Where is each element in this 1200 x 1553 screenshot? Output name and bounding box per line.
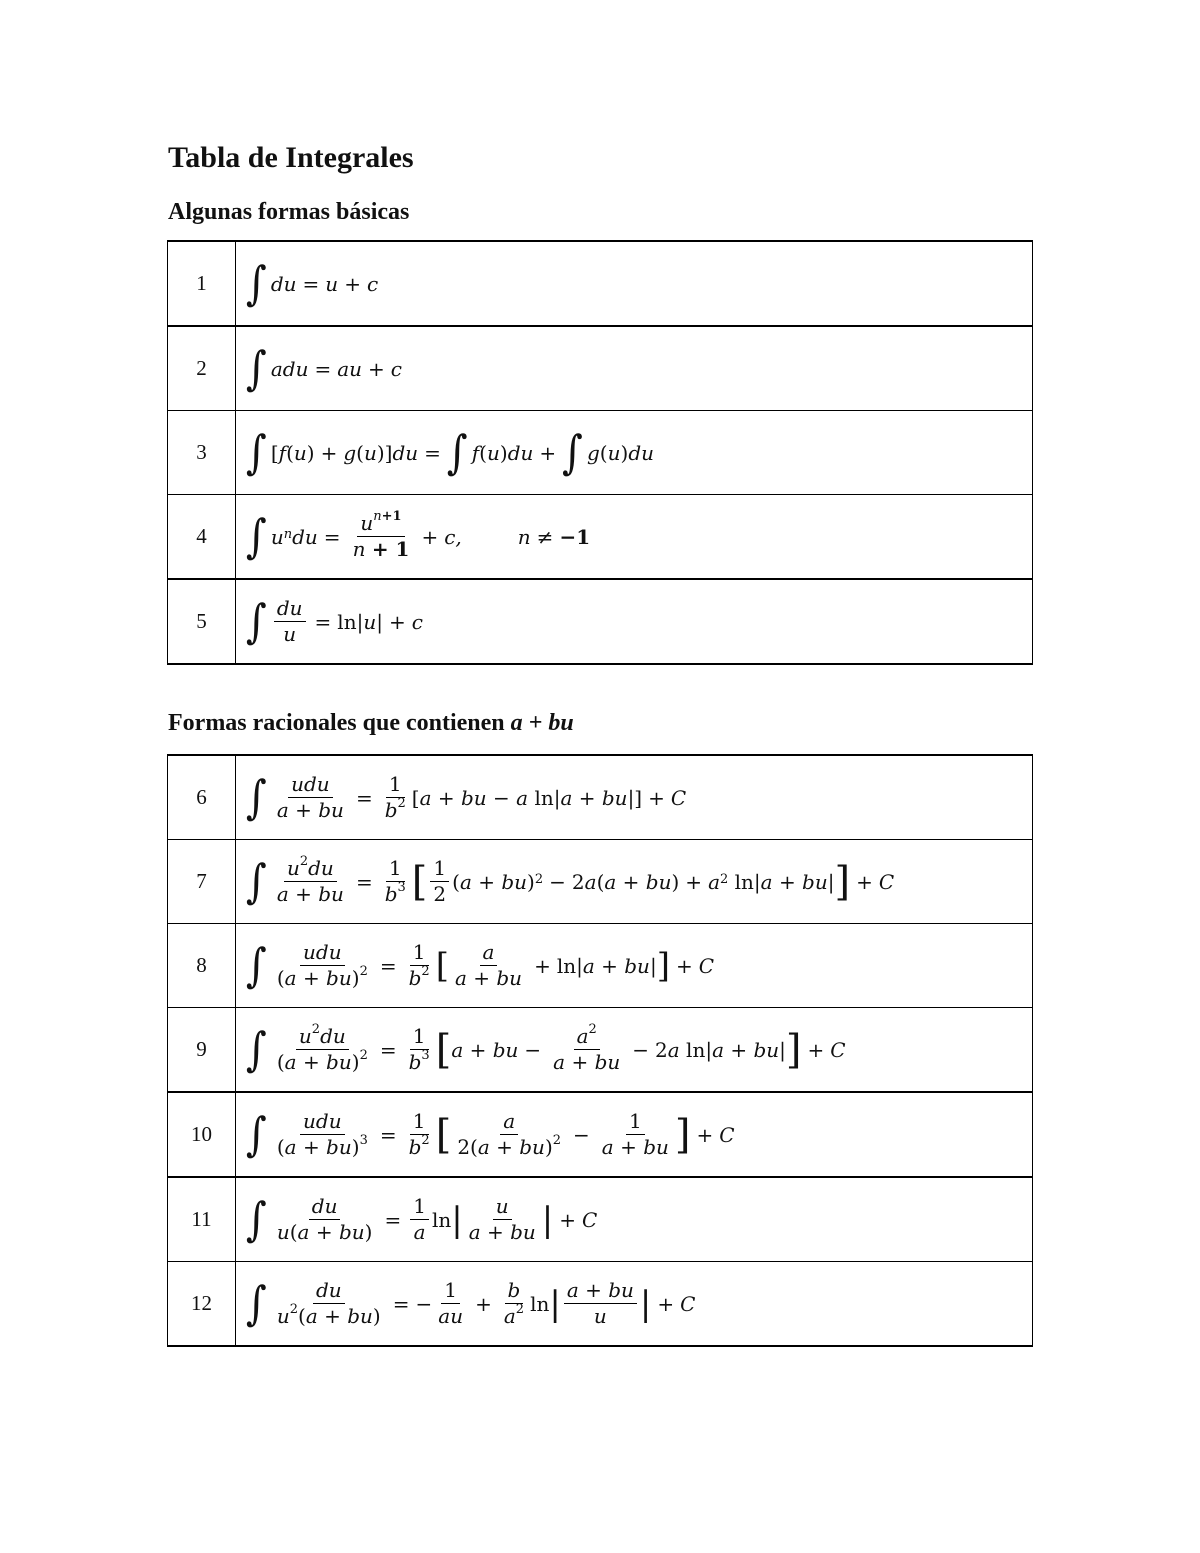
table-row [168,411,1033,495]
table-row [168,840,1033,924]
formula-2: ∫ adu = au + c [236,326,1033,411]
table-row [168,1262,1033,1347]
row-number: 5 [168,579,236,664]
table-row [168,495,1033,580]
formula-1: ∫ du = u + c [236,241,1033,326]
section-heading-text: Formas racionales que contienen [168,710,505,736]
table-row [168,924,1033,1008]
page-title: Tabla de Integrales [168,141,414,174]
table-row [168,326,1033,411]
formula-5: ∫ $\frac{du}{u}$ = ln| u | + c [236,579,1033,664]
table-row [168,755,1033,840]
table-row [168,1092,1033,1177]
section-heading-math: a + bu [510,710,574,736]
formula-8: ∫ $\frac{\text{udu}}{(a + bu)^2}$ = $\frac{1}{b^2}$ [ $\frac{a}{a + bu}$ + ln| a + bu | ] + C [236,924,1033,1008]
table-row [168,579,1033,664]
row-number: 1 [168,241,236,326]
rational-forms-table [167,754,1033,1347]
row-number: 12 [168,1262,236,1347]
formula-10: ∫ $\frac{\text{udu}}{(a + bu)^3}$ = $\frac{1}{b^2}$ [ $\frac{a}{2(a + bu)^2}$ − $\frac{1}{a + bu}$ ] + C [236,1092,1033,1177]
table-row [168,241,1033,326]
row-number: 8 [168,924,236,1008]
basic-forms-table [167,240,1033,665]
row-number: 3 [168,411,236,495]
row-number: 4 [168,495,236,580]
row-number: 10 [168,1092,236,1177]
section-heading-basic: Algunas formas básicas [168,199,410,225]
row-number: 11 [168,1177,236,1262]
formula-4: ∫ u $^n$ du = $\frac{u^{n+1}}{n + 1}$ + c, n ≠ −1 [236,495,1033,580]
row-number: 6 [168,755,236,840]
row-number: 7 [168,840,236,924]
formula-11: ∫ $\frac{du}{u(a + bu)}$ = $\frac{1}{a}$ ln | $\frac{u}{a + bu}$ | + C [236,1177,1033,1262]
table-row [168,1008,1033,1093]
section-heading-rational [168,706,574,740]
row-number: 2 [168,326,236,411]
formula-6: ∫ $\frac{\text{udu}}{a + bu}$ = $\frac{1}{b^2}$ [ a + bu − a ln| a + bu |] + C [236,755,1033,840]
formula-7: ∫ $\frac{u^2du}{a + bu}$ = $\frac{1}{b^3}$ [ $\frac{1}{2}$ ( a + bu ) $^2$ − 2 a ( a + bu ) + a $^2$ ln| a + bu | ] + C [236,840,1033,924]
table-row [168,1177,1033,1262]
row-number: 9 [168,1008,236,1093]
formula-9: ∫ $\frac{u^2du}{(a + bu)^2}$ = $\frac{1}{b^3}$ [ a + bu − $\frac{a^2}{a + bu}$ − 2 a ln| a + bu | ] + C [236,1008,1033,1093]
formula-12: ∫ $\frac{du}{u^2(a + bu)}$ = − $\frac{1}{au}$ + $\frac{b}{a^2}$ ln | $\frac{a + bu}{u}$ | + C [236,1262,1033,1347]
formula-3: ∫ [ f ( u ) + g ( u )] du = ∫ f ( u ) du + ∫ g ( u ) du [236,411,1033,495]
